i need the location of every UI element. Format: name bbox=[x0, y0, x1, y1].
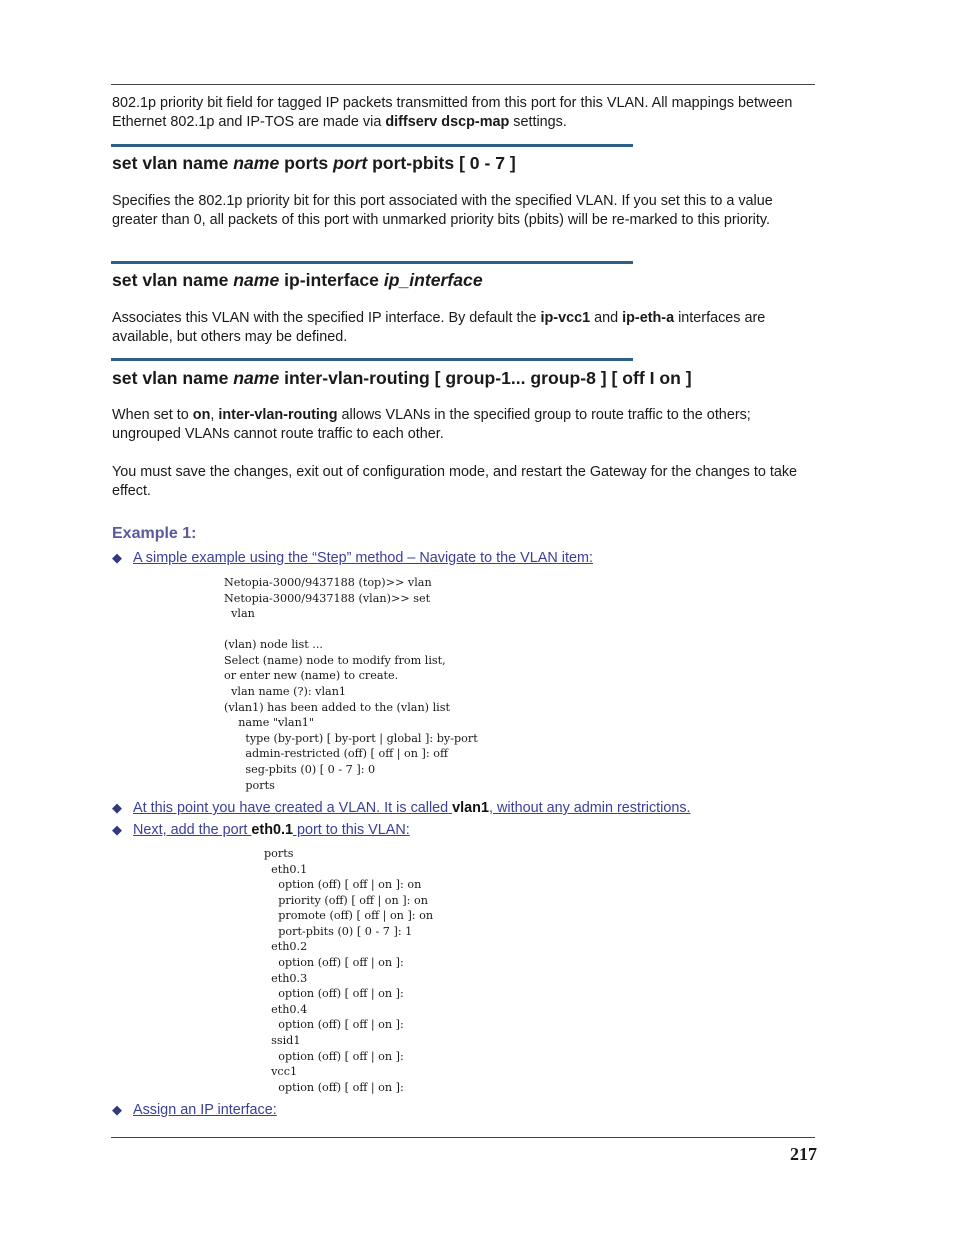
section-body-note: You must save the changes, exit out of configuration mode, and restart the Gateway for the changes to take effect. bbox=[112, 464, 798, 499]
heading-param: name bbox=[233, 368, 280, 388]
diamond-bullet-icon: ◆ bbox=[112, 800, 122, 815]
body-bold-term: inter-vlan-routing bbox=[218, 407, 338, 423]
section-divider bbox=[111, 144, 633, 147]
section-body bbox=[112, 309, 816, 346]
body-bold-term: ip-eth-a bbox=[622, 310, 675, 326]
section-divider bbox=[111, 261, 633, 264]
intro-paragraph bbox=[112, 94, 816, 131]
bullet-link[interactable]: , without any admin restrictions. bbox=[488, 800, 691, 816]
bullet-link[interactable]: Assign an IP interface: bbox=[133, 1102, 277, 1118]
diamond-bullet-icon: ◆ bbox=[112, 1102, 122, 1117]
heading-param: name bbox=[233, 153, 280, 173]
code-block-vlan-create: Netopia-3000/9437188 (top)>> vlan Netopia-3000/9437188 (vlan)>> set vlan (vlan) node list ... Select (name) node to modify from list, or enter new (name) to create. vlan name (?): vlan1 (vlan1) has been added to the (vlan) list name "vlan1" type (by-port) [ by-port | global ]: by-port admin-restricted (off) [ off | on ]: off seg-pbits (0) [ 0 - 7 ]: 0 ports bbox=[224, 576, 478, 792]
section-body: Specifies the 802.1p priority bit for this port associated with the specified VLAN. If you set this to a value greater than 0, all packets of this port with unmarked priority bits (pbits) will be re-marked to this priority. bbox=[112, 193, 773, 228]
body-text: and bbox=[590, 310, 623, 326]
heading-part: ports bbox=[279, 153, 333, 173]
intro-text-end: settings. bbox=[509, 113, 567, 130]
section-heading-inter-vlan-routing bbox=[112, 367, 692, 389]
intro-text: 802.1p priority bit field for tagged IP packets transmitted from this port for this VLAN. All mappings between Ethernet 802.1p and IP-TOS are made via bbox=[112, 95, 793, 130]
example-title: Example 1: bbox=[112, 525, 197, 542]
bullet-add-port[interactable] bbox=[112, 821, 410, 839]
body-text: When set to bbox=[112, 407, 193, 423]
bullet-bold-term: eth0.1 bbox=[251, 822, 293, 838]
heading-param: name bbox=[233, 270, 280, 290]
body-text: allows VLANs in the specified group to route traffic to the others; ungrouped VLANs cannot route traffic to each other. bbox=[112, 407, 751, 442]
heading-part: set vlan name bbox=[112, 153, 234, 173]
intro-bold-term: diffserv dscp-map bbox=[385, 113, 510, 130]
heading-param: port bbox=[333, 153, 368, 173]
body-text: , bbox=[210, 407, 219, 423]
footer-rule bbox=[111, 1137, 815, 1138]
bullet-link[interactable]: port to this VLAN: bbox=[293, 822, 410, 838]
bullet-vlan-created[interactable] bbox=[112, 799, 691, 817]
section-divider bbox=[111, 358, 633, 361]
bullet-navigate-vlan[interactable] bbox=[112, 549, 593, 567]
body-bold-term: on bbox=[192, 407, 211, 423]
header-rule bbox=[111, 84, 815, 85]
section-heading-port-pbits bbox=[112, 152, 516, 174]
bullet-link[interactable]: At this point you have created a VLAN. It is called bbox=[133, 800, 453, 816]
diamond-bullet-icon: ◆ bbox=[112, 822, 122, 837]
body-text: interfaces are available, but others may be defined. bbox=[112, 310, 766, 345]
body-text: Associates this VLAN with the specified IP interface. By default the bbox=[112, 310, 541, 326]
heading-part: set vlan name bbox=[112, 368, 234, 388]
heading-part: set vlan name bbox=[112, 270, 234, 290]
bullet-link[interactable]: Next, add the port bbox=[133, 822, 252, 838]
section-heading-ip-interface bbox=[112, 269, 483, 291]
body-bold-term: ip-vcc1 bbox=[540, 310, 591, 326]
diamond-bullet-icon: ◆ bbox=[112, 550, 122, 565]
heading-part: inter-vlan-routing [ group-1... group-8 ] [ off I on ] bbox=[279, 368, 692, 388]
code-block-ports: ports eth0.1 option (off) [ off | on ]: on priority (off) [ off | on ]: on promote (off) [ off | on ]: on port-pbits (0) [ 0 - 7 ]: 1 eth0.2 option (off) [ off | on ]: eth0.3 option (off) [ off | on ]: eth0.4 option (off) [ off | on ]: ssid1 option (off) [ off | on ]: vcc1 option (off) [ off | on ]: bbox=[264, 847, 434, 1094]
section-body bbox=[112, 406, 816, 443]
page-number: 217 bbox=[790, 1144, 817, 1164]
bullet-bold-term: vlan1 bbox=[452, 800, 489, 816]
heading-part: ip-interface bbox=[279, 270, 384, 290]
heading-part: port-pbits [ 0 - 7 ] bbox=[367, 153, 516, 173]
bullet-link[interactable]: A simple example using the “Step” method – Navigate to the VLAN item: bbox=[133, 550, 593, 566]
heading-param: ip_interface bbox=[383, 270, 483, 290]
bullet-assign-ip[interactable] bbox=[112, 1101, 277, 1119]
